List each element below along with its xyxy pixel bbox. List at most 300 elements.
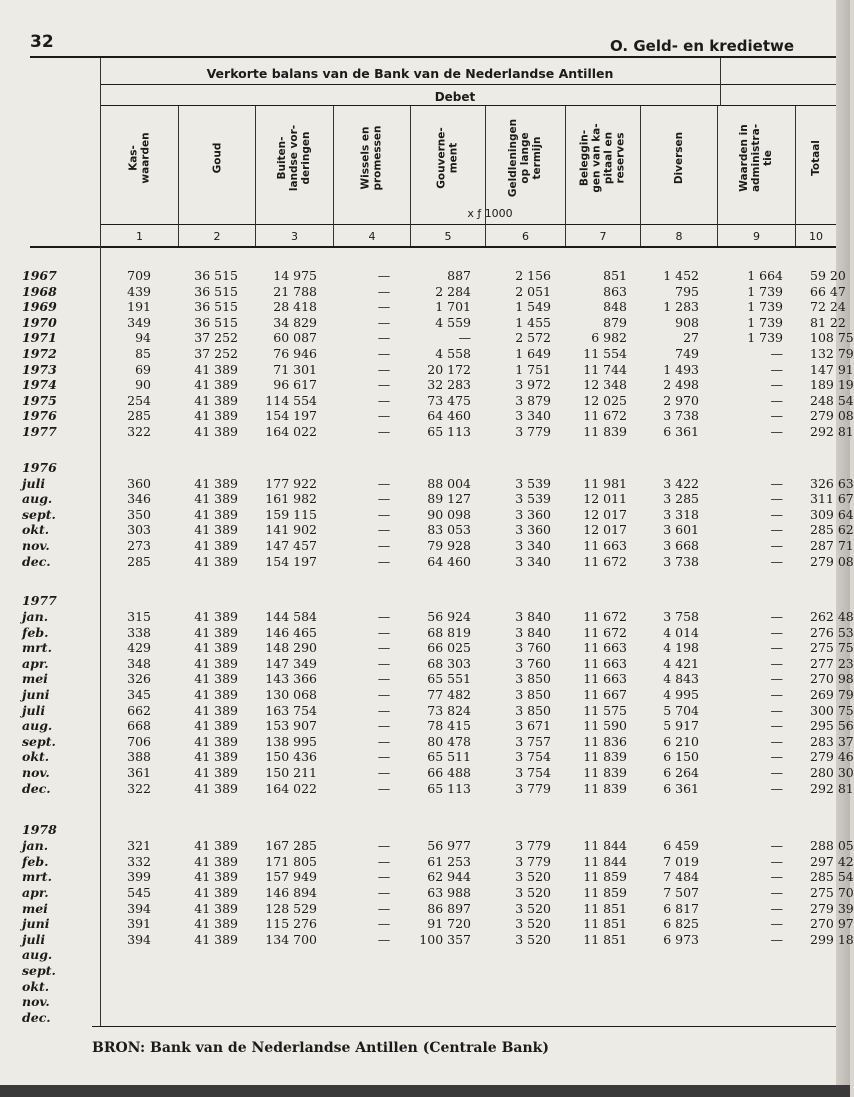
table-cell: 285 54 xyxy=(810,869,854,885)
row-label: sept. xyxy=(22,506,56,522)
table-row xyxy=(0,537,854,554)
table-cell: 177 922 xyxy=(265,475,317,491)
table-cell: 14 975 xyxy=(273,268,317,283)
table-cell: — xyxy=(377,314,391,330)
row-label: jan. xyxy=(22,609,49,625)
table-cell: 65 511 xyxy=(427,749,471,765)
row-label: juni xyxy=(22,687,50,703)
table-cell: 6 973 xyxy=(663,931,699,947)
row-label: okt. xyxy=(22,978,50,994)
table-cell: 68 819 xyxy=(427,624,471,640)
table-row xyxy=(0,765,854,781)
table-cell: — xyxy=(770,609,783,625)
table-cell: 94 xyxy=(135,330,151,346)
table-cell: 6 150 xyxy=(663,749,699,765)
table-cell: 262 48 xyxy=(810,609,854,625)
row-label: dec. xyxy=(22,1009,51,1025)
table-cell: 360 xyxy=(127,475,151,491)
table-cell: 321 xyxy=(127,838,151,854)
table-cell: 4 421 xyxy=(663,655,699,671)
table-cell: 3 340 xyxy=(515,537,551,553)
table-cell: 3 840 xyxy=(515,609,551,625)
table-cell: 163 754 xyxy=(265,702,317,718)
table-cell: — xyxy=(377,687,391,703)
table-cell: 1 549 xyxy=(515,299,551,315)
table-cell: 41 389 xyxy=(194,900,238,916)
table-cell: — xyxy=(377,900,391,916)
table-cell: 283 37 xyxy=(810,733,854,749)
column-header-buitenlandse-vorderingen: Buiten- landse vor- deringen xyxy=(276,124,313,192)
table-cell: 3 850 xyxy=(515,687,551,703)
table-cell: 41 389 xyxy=(194,931,238,947)
table-cell: 3 520 xyxy=(515,869,551,885)
table-cell: 3 539 xyxy=(515,491,551,507)
table-cell: — xyxy=(770,718,783,734)
table-cell: 90 xyxy=(135,377,151,393)
table-cell: 80 478 xyxy=(427,733,471,749)
table-cell: 332 xyxy=(127,853,151,869)
column-number: 10 xyxy=(809,230,823,243)
table-cell: 3 285 xyxy=(663,491,699,507)
table-cell: — xyxy=(377,655,391,671)
table-cell: 3 879 xyxy=(515,392,551,408)
table-cell: — xyxy=(377,408,391,424)
table-cell: — xyxy=(770,900,783,916)
table-cell: 851 xyxy=(603,268,627,283)
table-cell: 662 xyxy=(127,702,151,718)
row-group xyxy=(0,822,854,1025)
table-cell: 6 817 xyxy=(663,900,699,916)
row-label: mei xyxy=(22,671,48,687)
table-cell: 41 389 xyxy=(194,869,238,885)
table-cell: — xyxy=(770,345,783,361)
table-cell: — xyxy=(377,522,391,538)
table-cell: 89 127 xyxy=(427,491,471,507)
table-cell: — xyxy=(377,702,391,718)
table-cell: 7 507 xyxy=(663,885,699,900)
table-cell: 269 79 xyxy=(810,687,854,703)
row-label: 1970 xyxy=(22,314,57,330)
table-cell: 279 46 xyxy=(810,749,854,765)
table-cell: 1 739 xyxy=(747,299,783,315)
table-cell: — xyxy=(377,640,391,656)
table-cell: 3 671 xyxy=(515,718,551,734)
row-label: 1972 xyxy=(22,345,57,361)
table-row xyxy=(0,284,850,300)
table-cell: 41 389 xyxy=(194,361,238,377)
table-cell: 1 649 xyxy=(515,345,551,361)
table-cell: 3 972 xyxy=(515,377,551,393)
table-row xyxy=(0,377,854,393)
table-cell: 322 xyxy=(127,780,151,796)
table-cell: 277 23 xyxy=(810,655,854,671)
table-row xyxy=(0,733,854,750)
table-cell: 5 917 xyxy=(663,718,699,734)
table-cell: 41 389 xyxy=(194,377,238,393)
table-cell: 36 515 xyxy=(194,283,238,299)
table-cell: 3 601 xyxy=(663,522,699,538)
table-row xyxy=(0,931,854,948)
table-cell: 285 xyxy=(127,408,151,424)
table-cell: — xyxy=(377,885,391,900)
table-cell: 41 389 xyxy=(194,640,238,656)
row-label: okt. xyxy=(22,522,50,538)
table-cell: 275 75 xyxy=(810,640,854,656)
table-row xyxy=(0,624,854,641)
table-cell: 86 897 xyxy=(427,900,471,916)
table-cell: 69 xyxy=(135,361,151,377)
table-row xyxy=(0,423,854,440)
table-cell: 3 754 xyxy=(515,749,551,765)
row-label: juli xyxy=(22,702,46,718)
table-cell: — xyxy=(377,392,391,408)
table-cell: 189 19 xyxy=(810,377,854,393)
table-cell: 4 559 xyxy=(435,314,471,330)
table-cell: 65 113 xyxy=(427,780,471,796)
table-cell: — xyxy=(770,780,783,796)
table-cell: 85 xyxy=(135,345,151,361)
table-cell: 346 xyxy=(127,491,151,507)
row-label: aug. xyxy=(22,947,53,963)
table-cell: 270 98 xyxy=(810,671,854,687)
table-cell: 147 91 xyxy=(810,361,854,377)
table-cell: — xyxy=(377,749,391,765)
table-cell: 3 520 xyxy=(515,931,551,947)
column-number: 3 xyxy=(291,230,298,243)
table-row xyxy=(0,522,854,538)
table-cell: 2 572 xyxy=(515,330,551,346)
column-header-totaal: Totaal xyxy=(810,140,822,176)
table-cell: 146 465 xyxy=(265,624,317,640)
table-cell: 3 668 xyxy=(663,537,699,553)
section-title: O. Geld- en kredietwe xyxy=(610,37,795,55)
group-year-heading: 1977 xyxy=(22,593,57,609)
table-cell: 12 011 xyxy=(583,491,627,507)
table-row xyxy=(0,979,850,995)
table-cell: 159 115 xyxy=(265,506,317,522)
table-cell: 3 340 xyxy=(515,408,551,424)
table-cell: 668 xyxy=(127,718,151,734)
table-cell: 11 663 xyxy=(583,671,627,687)
table-cell: 115 276 xyxy=(265,916,317,932)
table-cell: 3 779 xyxy=(515,838,551,854)
table-cell: 66 025 xyxy=(427,640,471,656)
table-cell: 4 995 xyxy=(663,687,699,703)
table-row xyxy=(0,640,854,656)
row-label: feb. xyxy=(22,853,49,869)
table-cell: 288 05 xyxy=(810,838,854,854)
table-cell: 3 757 xyxy=(515,733,551,749)
table-cell: 3 520 xyxy=(515,916,551,932)
table-cell: 348 xyxy=(127,655,151,671)
table-cell: 138 995 xyxy=(265,733,317,749)
table-cell: 11 836 xyxy=(583,733,627,749)
table-cell: 34 829 xyxy=(273,314,317,330)
table-cell: — xyxy=(770,408,783,424)
table-cell: — xyxy=(377,491,391,507)
table-cell: 132 79 xyxy=(810,345,854,361)
table-cell: 167 285 xyxy=(265,838,317,854)
column-header-diversen: Diversen xyxy=(673,131,685,185)
table-cell: 41 389 xyxy=(194,506,238,522)
column-header-gouvernement: Gouverne- ment xyxy=(436,127,460,189)
table-cell: 254 xyxy=(127,392,151,408)
table-cell: 1 493 xyxy=(663,361,699,377)
table-cell: 66 47 xyxy=(810,283,846,299)
table-cell: 36 515 xyxy=(194,299,238,315)
table-cell: 709 xyxy=(127,268,151,283)
table-cell: 65 551 xyxy=(427,671,471,687)
group-year-heading: 1976 xyxy=(22,459,57,475)
table-cell: 11 859 xyxy=(583,885,627,900)
column-number: 5 xyxy=(444,230,452,243)
table-row xyxy=(0,315,850,331)
table-cell: — xyxy=(377,609,391,625)
table-cell: 1 751 xyxy=(515,361,551,377)
table-cell: — xyxy=(770,491,783,507)
table-cell: 4 014 xyxy=(663,624,699,640)
table-cell: 4 198 xyxy=(663,640,699,656)
table-cell: 41 389 xyxy=(194,916,238,932)
table-row xyxy=(0,702,854,719)
table-cell: 164 022 xyxy=(265,780,317,796)
table-cell: — xyxy=(377,671,391,687)
table-cell: — xyxy=(377,330,391,346)
source-note: BRON: Bank van de Nederlandse Antillen (Centrale Bank) xyxy=(92,1040,549,1056)
table-cell: 3 340 xyxy=(515,553,551,569)
table-cell: 1 455 xyxy=(515,314,551,330)
table-cell: 128 529 xyxy=(265,900,317,916)
table-cell: — xyxy=(377,733,391,749)
table-cell: 6 459 xyxy=(663,838,699,854)
table-cell: 71 301 xyxy=(273,361,317,377)
table-cell: 338 xyxy=(127,624,151,640)
table-cell: 345 xyxy=(127,687,151,703)
table-cell: 3 840 xyxy=(515,624,551,640)
table-cell: 41 389 xyxy=(194,853,238,869)
table-cell: 21 788 xyxy=(273,283,317,299)
row-label: 1974 xyxy=(22,377,57,393)
table-cell: 7 484 xyxy=(663,869,699,885)
table-cell: 153 907 xyxy=(265,718,317,734)
table-cell: — xyxy=(377,361,391,377)
table-title: Verkorte balans van de Bank van de Nederlandse Antillen xyxy=(206,66,614,81)
table-cell: — xyxy=(377,838,391,854)
group-year-heading: 1978 xyxy=(22,822,57,838)
table-cell: 879 xyxy=(603,314,627,330)
table-cell: 11 851 xyxy=(583,916,627,932)
table-cell: 37 252 xyxy=(194,330,238,346)
table-cell: 279 08 xyxy=(810,408,854,424)
row-label: aug. xyxy=(22,718,53,734)
table-cell: 78 415 xyxy=(427,718,471,734)
table-cell: 154 197 xyxy=(265,408,317,424)
table-cell: 6 825 xyxy=(663,916,699,932)
table-row xyxy=(0,671,854,687)
row-label: 1975 xyxy=(22,392,57,408)
table-cell: 2 051 xyxy=(515,283,551,299)
table-cell: — xyxy=(377,718,391,734)
table-cell: 11 851 xyxy=(583,900,627,916)
table-cell: — xyxy=(770,423,783,439)
table-cell: 326 63 xyxy=(810,475,854,491)
table-cell: 63 988 xyxy=(427,885,471,900)
table-cell: 11 844 xyxy=(583,853,627,869)
table-row xyxy=(0,655,854,672)
row-label: dec. xyxy=(22,780,51,796)
table-cell: 12 025 xyxy=(583,392,627,408)
table-cell: 3 360 xyxy=(515,522,551,538)
table-cell: — xyxy=(770,537,783,553)
table-cell: — xyxy=(377,423,391,439)
row-label: sept. xyxy=(22,962,56,978)
table-cell: 79 928 xyxy=(427,537,471,553)
row-label: 1971 xyxy=(22,330,57,346)
column-header-wissels: Wissels en promessen xyxy=(359,125,384,191)
table-cell: 749 xyxy=(675,345,699,361)
row-label: 1969 xyxy=(22,299,57,315)
table-cell: 164 022 xyxy=(265,423,317,439)
table-cell: 1 701 xyxy=(435,299,471,315)
table-cell: 11 672 xyxy=(583,624,627,640)
table-cell: 144 584 xyxy=(265,609,317,625)
table-row xyxy=(0,268,850,284)
table-row xyxy=(0,947,850,963)
table-cell: 2 156 xyxy=(515,268,551,283)
table-cell: 11 663 xyxy=(583,640,627,656)
table-cell: 287 71 xyxy=(810,537,854,553)
table-cell: 83 053 xyxy=(427,522,471,538)
table-cell: 11 663 xyxy=(583,537,627,553)
table-cell: 279 08 xyxy=(810,553,854,569)
table-cell: — xyxy=(770,733,783,749)
row-label: dec. xyxy=(22,553,51,569)
column-number: 7 xyxy=(599,230,607,243)
table-cell: 399 xyxy=(127,869,151,885)
table-row xyxy=(0,491,854,507)
table-row xyxy=(0,838,854,854)
table-cell: 41 389 xyxy=(194,733,238,749)
table-cell: 143 366 xyxy=(265,671,317,687)
table-cell: 429 xyxy=(127,640,151,656)
table-row xyxy=(0,506,854,523)
table-cell: 41 389 xyxy=(194,655,238,671)
table-row xyxy=(0,345,854,362)
table-cell: 439 xyxy=(127,283,151,299)
row-label: nov. xyxy=(22,994,50,1010)
table-cell: — xyxy=(770,655,783,671)
row-label: feb. xyxy=(22,624,49,640)
table-cell: 4 843 xyxy=(663,671,699,687)
table-row xyxy=(0,1010,850,1026)
table-cell: 41 389 xyxy=(194,749,238,765)
table-cell: 11 844 xyxy=(583,838,627,854)
table-cell: 154 197 xyxy=(265,553,317,569)
table-cell: — xyxy=(770,687,783,703)
table-cell: 3 754 xyxy=(515,765,551,781)
debet-rule xyxy=(100,105,836,106)
table-cell: 41 389 xyxy=(194,609,238,625)
row-label: 1977 xyxy=(22,423,57,439)
row-label: 1973 xyxy=(22,361,57,377)
table-cell: 41 389 xyxy=(194,718,238,734)
table-row xyxy=(0,718,854,734)
table-cell: — xyxy=(770,640,783,656)
page-edge-bottom xyxy=(0,1085,850,1097)
table-cell: 150 436 xyxy=(265,749,317,765)
row-label: jan. xyxy=(22,838,49,854)
table-cell: 322 xyxy=(127,423,151,439)
column-number: 9 xyxy=(753,230,760,243)
table-cell: 279 39 xyxy=(810,900,854,916)
row-label: nov. xyxy=(22,765,50,781)
table-cell: 2 498 xyxy=(663,377,699,393)
table-cell: 41 389 xyxy=(194,780,238,796)
table-cell: 41 389 xyxy=(194,624,238,640)
table-cell: 3 360 xyxy=(515,506,551,522)
table-cell: — xyxy=(377,853,391,869)
column-header-waarden-in-administratie: Waarden in administra- tie xyxy=(738,123,775,193)
table-cell: — xyxy=(770,506,783,522)
table-cell: 77 482 xyxy=(427,687,471,703)
table-cell: 3 760 xyxy=(515,640,551,656)
table-cell: 908 xyxy=(675,314,699,330)
table-cell: — xyxy=(770,377,783,393)
table-cell: 41 389 xyxy=(194,423,238,439)
column-header-kaswaarden: Kas- waarden xyxy=(127,132,152,184)
table-cell: 309 64 xyxy=(810,506,854,522)
table-row xyxy=(0,780,854,797)
table-cell: 3 779 xyxy=(515,780,551,796)
column-number: 1 xyxy=(136,230,143,243)
table-cell: — xyxy=(770,885,783,900)
table-row xyxy=(0,392,854,409)
table-cell: 1 452 xyxy=(663,268,699,283)
table-cell: 394 xyxy=(127,900,151,916)
table-row xyxy=(0,853,854,870)
table-cell: 11 744 xyxy=(583,361,627,377)
table-cell: 11 672 xyxy=(583,408,627,424)
table-row xyxy=(0,869,854,885)
column-number: 6 xyxy=(522,230,529,243)
table-cell: 11 839 xyxy=(583,780,627,796)
table-cell: 12 017 xyxy=(583,506,627,522)
table-cell: 41 389 xyxy=(194,671,238,687)
table-cell: 1 739 xyxy=(747,283,783,299)
table-cell: 88 004 xyxy=(427,475,471,491)
table-cell: 292 81 xyxy=(810,780,854,796)
data-table xyxy=(0,268,854,1025)
table-cell: 60 087 xyxy=(273,330,317,346)
table-cell: 11 663 xyxy=(583,655,627,671)
row-label: juli xyxy=(22,475,46,491)
table-cell: 96 617 xyxy=(273,377,317,393)
table-cell: 114 554 xyxy=(265,392,317,408)
row-group xyxy=(0,459,854,570)
table-cell: 32 283 xyxy=(427,377,471,393)
table-cell: — xyxy=(770,853,783,869)
table-cell: 41 389 xyxy=(194,687,238,703)
table-cell: 3 738 xyxy=(663,408,699,424)
table-cell: 11 667 xyxy=(583,687,627,703)
header-rule xyxy=(30,56,836,58)
table-cell: 3 738 xyxy=(663,553,699,569)
table-cell: — xyxy=(377,475,391,491)
table-cell: — xyxy=(770,765,783,781)
table-cell: 295 56 xyxy=(810,718,854,734)
table-cell: 11 859 xyxy=(583,869,627,885)
table-cell: 41 389 xyxy=(194,475,238,491)
